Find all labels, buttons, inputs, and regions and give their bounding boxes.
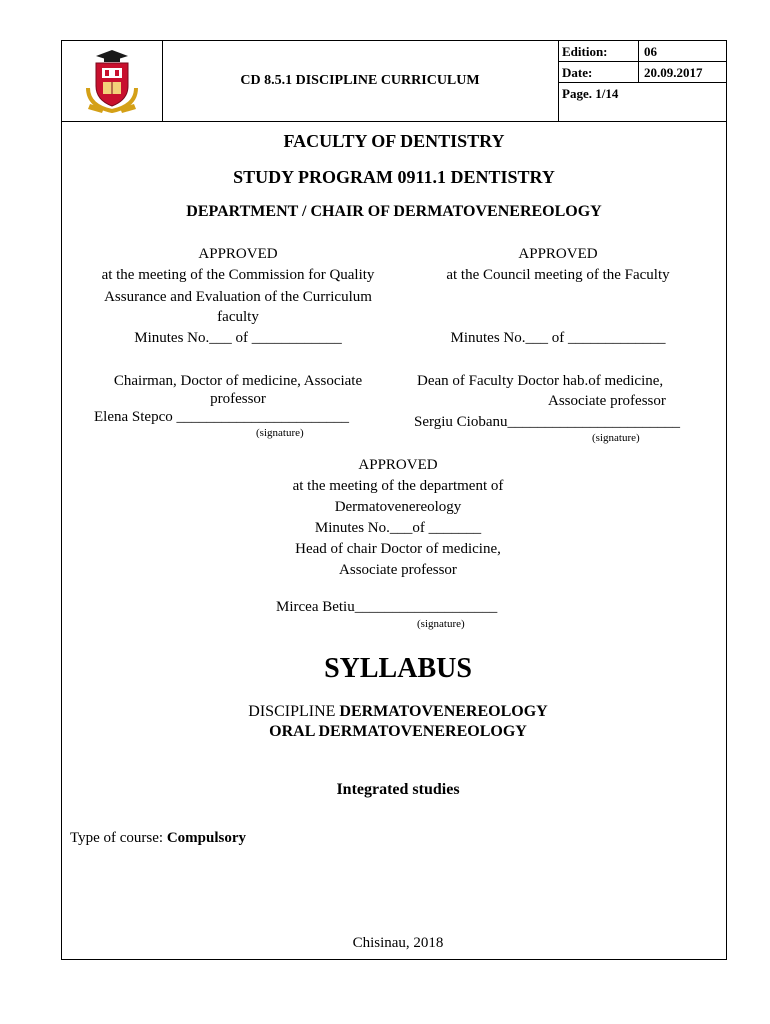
university-crest-logo (82, 48, 142, 114)
course-type-value: Compulsory (166, 830, 247, 846)
center-minutes: Minutes No.___of _______ (314, 520, 482, 536)
course-type-line (70, 830, 246, 847)
program-heading: STUDY PROGRAM 0911.1 DENTISTRY (233, 167, 555, 187)
date-value: 20.09.2017 (644, 65, 703, 80)
faculty-heading: FACULTY OF DENTISTRY (283, 131, 505, 151)
left-chair-line1: Chairman, Doctor of medicine, Associate (113, 373, 363, 389)
syllabus-title: SYLLABUS (324, 653, 472, 684)
footer-place-year: Chisinau, 2018 (352, 935, 444, 951)
center-signatory: Mircea Betiu___________________ (276, 599, 498, 615)
left-line3: faculty (217, 309, 259, 325)
left-chair-line2: professor (210, 391, 266, 407)
discipline-label: DISCIPLINE (248, 703, 340, 720)
left-line2: Assurance and Evaluation of the Curriculum (104, 289, 372, 305)
right-dean-line1: Dean of Faculty Doctor hab.of medicine, (417, 373, 664, 389)
page-number: Page. 1/14 (562, 86, 619, 101)
left-signatory: Elena Stepco _______________________ (94, 409, 349, 425)
right-line1: at the Council meeting of the Faculty (446, 267, 670, 283)
discipline-value: DERMATOVENEREOLOGY (339, 703, 548, 720)
course-type-label: Type of course: (70, 830, 167, 846)
center-head-line1: Head of chair Doctor of medicine, (295, 541, 501, 557)
center-line2: Dermatovenereology (334, 499, 462, 515)
studies-type: Integrated studies (336, 781, 460, 798)
logo-cell (62, 41, 163, 121)
right-signature-caption: (signature) (592, 432, 640, 444)
right-minutes: Minutes No.___ of _____________ (450, 330, 666, 346)
date-row (558, 62, 726, 83)
document-meta-table (558, 41, 726, 121)
center-head-line2: Associate professor (339, 562, 457, 578)
discipline-subtitle: ORAL DERMATOVENEREOLOGY (269, 723, 527, 740)
document-page (61, 40, 727, 960)
document-title: CD 8.5.1 DISCIPLINE CURRICULUM (162, 41, 559, 121)
right-signatory: Sergiu Ciobanu_______________________ (414, 414, 680, 430)
center-line1: at the meeting of the department of (292, 478, 504, 494)
left-approved: APPROVED (198, 246, 278, 262)
edition-row (558, 41, 726, 62)
right-dean-line2: Associate professor (548, 393, 666, 409)
date-label: Date: (562, 65, 593, 80)
discipline-line (62, 703, 734, 721)
center-approved: APPROVED (358, 457, 438, 473)
right-approved: APPROVED (518, 246, 598, 262)
page-row (558, 83, 726, 103)
edition-value: 06 (644, 44, 657, 59)
left-signature-caption: (signature) (256, 427, 304, 439)
edition-label: Edition: (562, 44, 608, 59)
document-header (62, 41, 726, 122)
left-minutes: Minutes No.___ of ____________ (134, 330, 342, 346)
department-heading: DEPARTMENT / CHAIR OF DERMATOVENEREOLOGY (186, 203, 602, 220)
left-line1: at the meeting of the Commission for Quality (101, 267, 375, 283)
center-signature-caption: (signature) (417, 618, 465, 630)
